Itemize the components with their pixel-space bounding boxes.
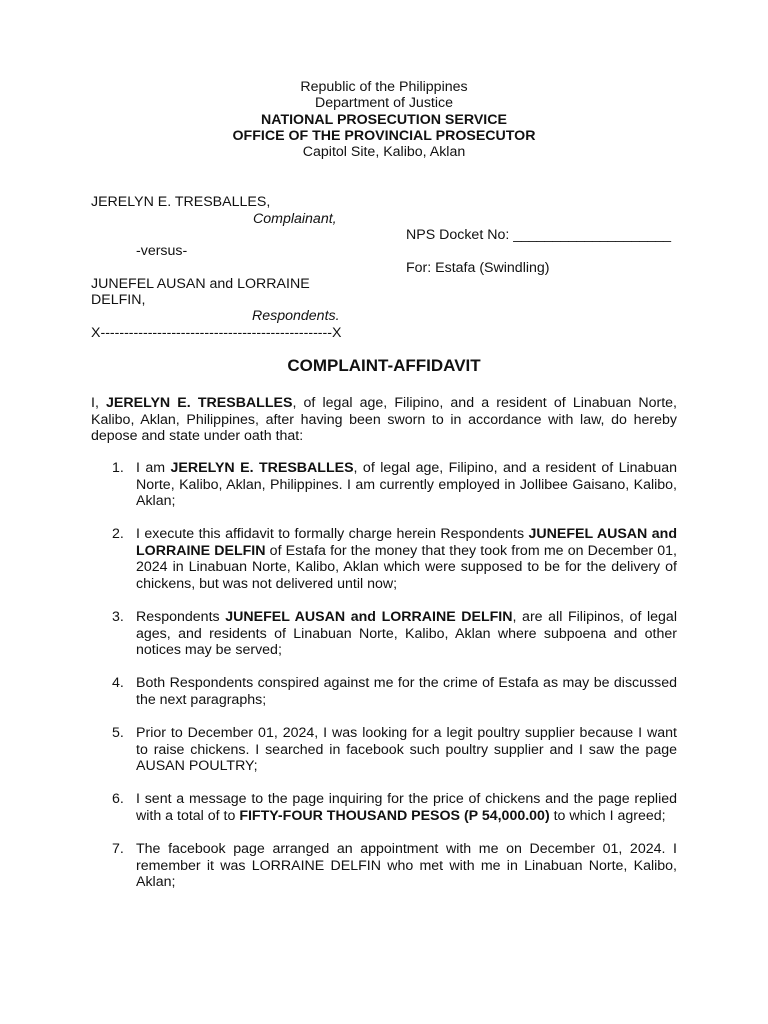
docket-number: NPS Docket No: ____________________: [406, 227, 672, 243]
versus-label: -versus-: [136, 243, 188, 259]
list-item: 6. I sent a message to the page inquiring for the price of chickens and the page replied with a total of to FIFTY-FOUR THOUSAND PESOS (P 54,000.00) to which I agreed;: [112, 791, 677, 824]
header-office: OFFICE OF THE PROVINCIAL PROSECUTOR: [232, 127, 536, 144]
document-header: [0, 79, 768, 160]
respondents-role: Respondents.: [252, 308, 340, 324]
header-address: Capitol Site, Kalibo, Aklan: [302, 144, 466, 161]
intro-paragraph: I, JERELYN E. TRESBALLES, of legal age, Filipino, and a resident of Linabuan Norte, Kalibo, Aklan, Philippines, after having been sworn to in accordance with law, do hereby depose and state under oath that:: [91, 395, 678, 445]
offense-label: For: Estafa (Swindling): [406, 260, 550, 276]
respondents-name-line1: JUNEFEL AUSAN and LORRAINE: [91, 276, 310, 292]
numbered-list: [91, 460, 677, 907]
header-department: Department of Justice: [315, 95, 453, 112]
affiant-name: JERELYN E. TRESBALLES: [106, 395, 293, 411]
list-item: 3. Respondents JUNEFEL AUSAN and LORRAINE DELFIN, are all Filipinos, of legal ages, and residents of Linabuan Norte, Kalibo, Aklan where subpoena and other notices may be served;: [112, 609, 677, 659]
respondents-name-line2: DELFIN,: [91, 292, 146, 308]
list-item: 1. I am JERELYN E. TRESBALLES, of legal age, Filipino, and a resident of Linabuan Norte, Kalibo, Aklan, Philippines. I am currently employed in Jollibee Gaisano, Kalibo, Aklan;: [112, 460, 677, 510]
list-item: 5. Prior to December 01, 2024, I was looking for a legit poultry supplier because I want to raise chickens. I searched in facebook such poultry supplier and I saw the page AUSAN POULTRY;: [112, 725, 677, 775]
list-item: 2. I execute this affidavit to formally charge herein Respondents JUNEFEL AUSAN and LORRAINE DELFIN of Estafa for the money that they took from me on December 01, 2024 in Linabuan Norte, Kalibo, Aklan which were supposed to be for the delivery of chickens, but was not delivered until now;: [112, 526, 677, 593]
complainant-name: JERELYN E. TRESBALLES,: [91, 194, 271, 210]
complainant-role: Complainant,: [253, 211, 337, 227]
document-title: COMPLAINT-AFFIDAVIT: [287, 356, 481, 375]
list-item: 4. Both Respondents conspired against me for the crime of Estafa as may be discussed the next paragraphs;: [112, 675, 677, 709]
caption-separator: X-------------------------------------------------X: [91, 325, 342, 341]
header-service: NATIONAL PROSECUTION SERVICE: [261, 111, 507, 128]
list-item: 7. The facebook page arranged an appointment with me on December 01, 2024. I remember it was LORRAINE DELFIN who met with me in Linabuan Norte, Kalibo, Aklan;: [112, 841, 677, 891]
header-republic: Republic of the Philippines: [300, 79, 468, 95]
